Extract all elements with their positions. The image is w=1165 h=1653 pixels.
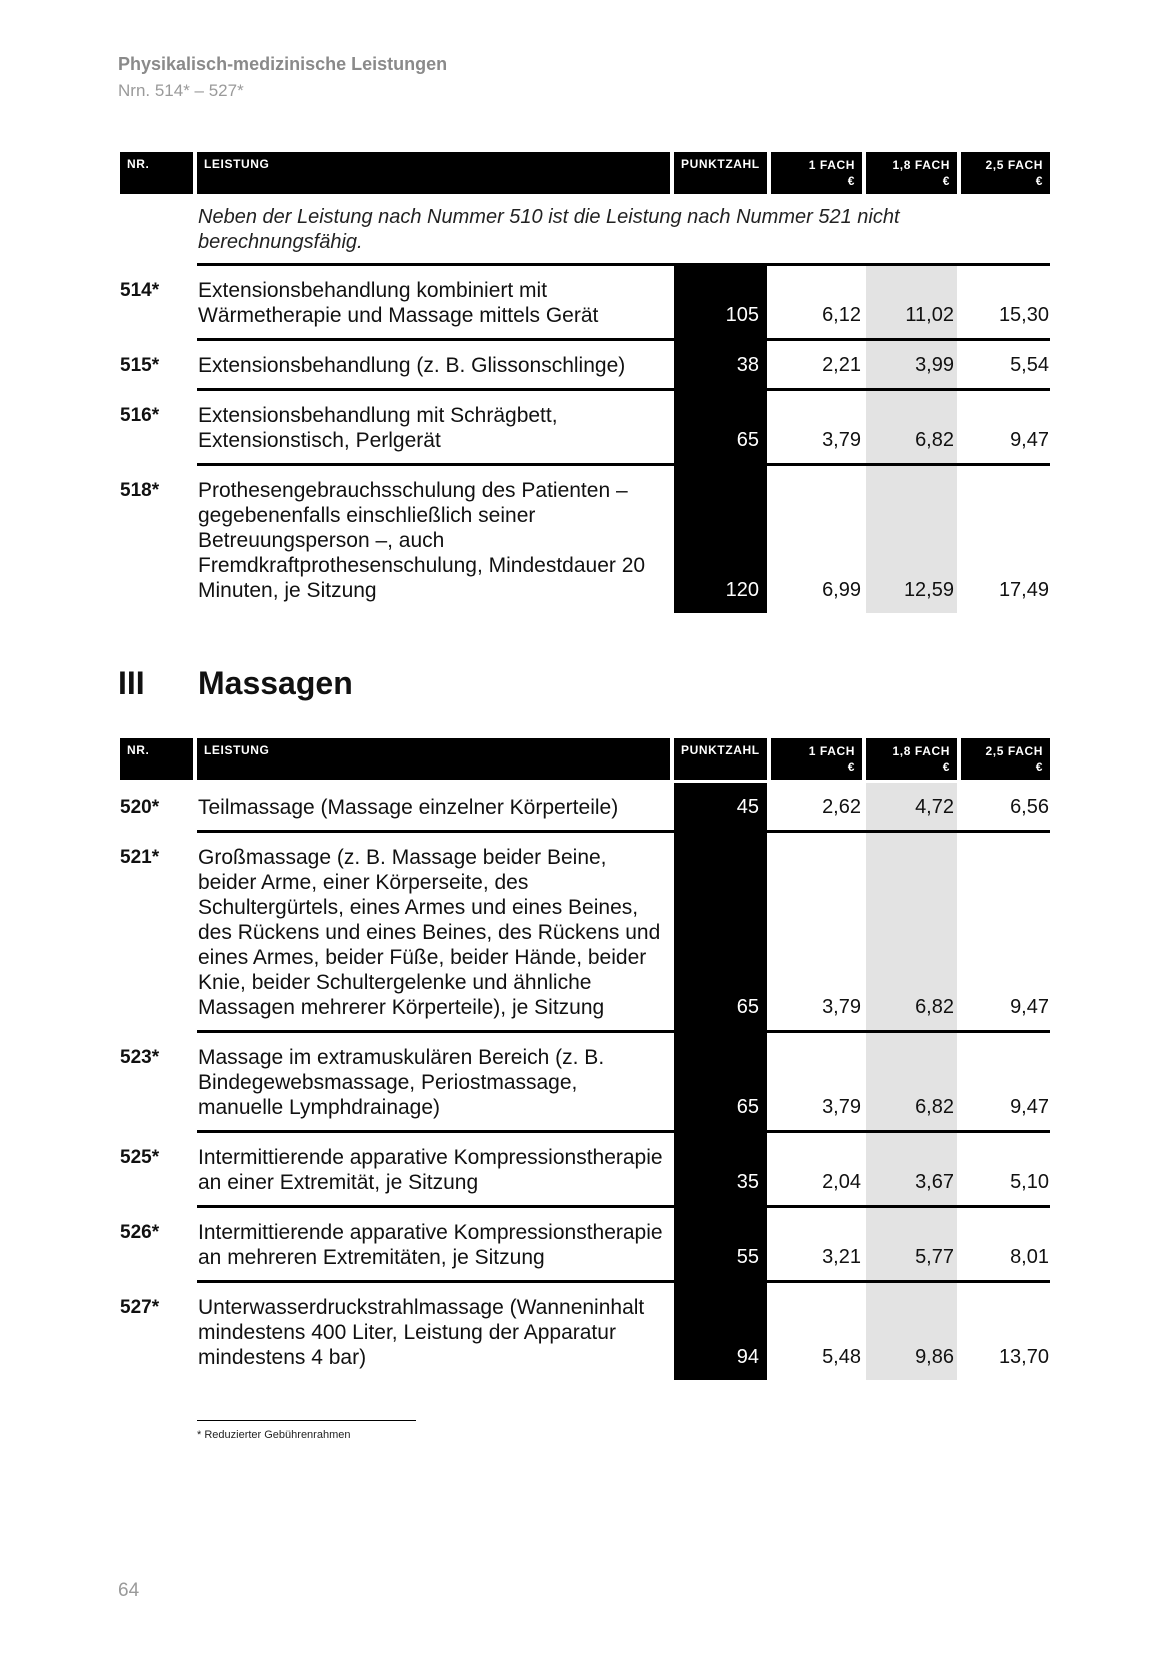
row-number: 516* [120, 405, 160, 426]
col-header-25fach: 2,5 FACH € [961, 738, 1050, 780]
fee-table-2 [120, 738, 1050, 1380]
page-number: 64 [118, 1580, 140, 1601]
row-punktzahl: 38 [674, 341, 767, 388]
row-25fach: 17,49 [998, 579, 1049, 601]
table-row [120, 341, 1050, 388]
row-number: 526* [120, 1222, 160, 1243]
table-row [120, 1133, 1050, 1205]
running-header-subtitle: Nrn. 514* – 527* [118, 81, 244, 100]
row-divider [197, 388, 1050, 391]
fee-table-1 [120, 152, 1050, 613]
row-1fach: 6,12 [822, 304, 861, 326]
row-punktzahl: 45 [674, 783, 767, 830]
row-1fach: 6,99 [822, 579, 861, 601]
row-punktzahl: 65 [674, 1033, 767, 1130]
row-number: 521* [120, 847, 160, 868]
row-18fach: 6,82 [866, 391, 957, 463]
col-header-18fach: 1,8 FACH € [866, 738, 957, 780]
col-header-18fach: 1,8 FACH € [866, 152, 957, 194]
col-header-leistung: LEISTUNG [197, 152, 670, 194]
row-1fach: 3,21 [822, 1246, 861, 1268]
row-punktzahl: 105 [674, 266, 767, 338]
row-divider [197, 1130, 1050, 1133]
row-18fach: 4,72 [866, 783, 957, 830]
row-number: 518* [120, 480, 160, 501]
row-divider [197, 1205, 1050, 1208]
table-row [120, 466, 1050, 613]
row-25fach: 6,56 [1010, 796, 1049, 818]
row-divider [197, 463, 1050, 466]
col-header-nr: NR. [120, 152, 193, 194]
row-description: Extensionsbehandlung mit Schrägbett, Extensionstisch, Perlgerät [198, 404, 558, 452]
row-number: 523* [120, 1047, 160, 1068]
row-punktzahl: 35 [674, 1133, 767, 1205]
col-header-punktzahl: PUNKTZAHL [674, 738, 767, 780]
section-title: Massagen [198, 665, 353, 701]
row-description: Prothesengebrauchsschulung des Patienten – gegebenenfalls einschließlich seiner Betreuungsperson –, auch Fremdkraftprothesenschulung, Mindestdauer 20 Minuten, je Sitzung [198, 479, 646, 602]
row-25fach: 9,47 [1010, 1096, 1049, 1118]
row-number: 514* [120, 280, 160, 301]
col-header-1fach: 1 FACH € [771, 738, 862, 780]
row-description: Unterwasserdruckstrahlmassage (Wanneninhalt mindestens 400 Liter, Leistung der Apparatur mindestens 4 bar) [198, 1296, 645, 1369]
row-25fach: 15,30 [998, 304, 1049, 326]
row-1fach: 3,79 [822, 429, 861, 451]
table-header [120, 152, 1050, 194]
row-18fach: 12,59 [866, 466, 957, 613]
row-18fach: 5,77 [866, 1208, 957, 1280]
table-row [120, 391, 1050, 463]
row-number: 525* [120, 1147, 160, 1168]
row-number: 515* [120, 355, 160, 376]
row-1fach: 2,04 [822, 1171, 861, 1193]
row-punktzahl: 120 [674, 466, 767, 613]
table-row [120, 266, 1050, 338]
running-header-title: Physikalisch-medizinische Leistungen [118, 54, 448, 74]
table-row [120, 1208, 1050, 1280]
col-header-punktzahl: PUNKTZAHL [674, 152, 767, 194]
row-description: Massage im extramuskulären Bereich (z. B. Bindegewebsmassage, Periostmassage, manuelle Lymphdrainage) [198, 1046, 605, 1119]
row-divider [197, 338, 1050, 341]
table-row [120, 783, 1050, 830]
row-18fach: 6,82 [866, 1033, 957, 1130]
row-divider [197, 1280, 1050, 1283]
section-number: III [118, 665, 145, 701]
table-row [120, 1033, 1050, 1130]
row-punktzahl: 65 [674, 833, 767, 1030]
row-divider [197, 1030, 1050, 1033]
row-25fach: 9,47 [1010, 429, 1049, 451]
row-18fach: 3,67 [866, 1133, 957, 1205]
row-25fach: 9,47 [1010, 996, 1049, 1018]
row-25fach: 8,01 [1010, 1246, 1049, 1268]
row-1fach: 3,79 [822, 1096, 861, 1118]
row-18fach: 11,02 [866, 266, 957, 338]
row-number: 527* [120, 1297, 160, 1318]
row-18fach: 9,86 [866, 1283, 957, 1380]
row-punktzahl: 94 [674, 1283, 767, 1380]
row-description: Extensionsbehandlung (z. B. Glissonschlinge) [198, 354, 626, 377]
row-description: Extensionsbehandlung kombiniert mit Wärmetherapie und Massage mittels Gerät [198, 279, 599, 327]
row-description: Teilmassage (Massage einzelner Körperteile) [198, 796, 619, 819]
col-header-nr: NR. [120, 738, 193, 780]
row-description: Intermittierende apparative Kompressionstherapie an mehreren Extremitäten, je Sitzung [198, 1221, 663, 1269]
row-punktzahl: 55 [674, 1208, 767, 1280]
table-note: Neben der Leistung nach Nummer 510 ist die Leistung nach Nummer 521 nicht berechnungsfähig. [198, 206, 900, 253]
row-divider [197, 830, 1050, 833]
row-description: Großmassage (z. B. Massage beider Beine, beider Arme, einer Körperseite, des Schultergürtels, eines Armes und eines Beines, des Rückens und eines Beines, des Rückens und eines Armes, beider Füße, beider Hände, beider Knie, beider Schultergelenke und ähnliche Massagen mehrerer Körperteile), je Sitzung [198, 846, 661, 1019]
footnote: * Reduzierter Gebührenrahmen [197, 1429, 351, 1441]
row-1fach: 5,48 [822, 1346, 861, 1368]
table-header [120, 738, 1050, 780]
row-18fach: 3,99 [866, 341, 957, 388]
row-25fach: 5,54 [1010, 354, 1049, 376]
table-row [120, 833, 1050, 1030]
col-header-leistung: LEISTUNG [197, 738, 670, 780]
table-row [120, 1283, 1050, 1380]
row-punktzahl: 65 [674, 391, 767, 463]
row-18fach: 6,82 [866, 833, 957, 1030]
row-1fach: 3,79 [822, 996, 861, 1018]
row-1fach: 2,21 [822, 354, 861, 376]
row-description: Intermittierende apparative Kompressionstherapie an einer Extremität, je Sitzung [198, 1146, 663, 1194]
row-25fach: 5,10 [1010, 1171, 1049, 1193]
row-1fach: 2,62 [822, 796, 861, 818]
row-number: 520* [120, 797, 160, 818]
col-header-1fach: 1 FACH € [771, 152, 862, 194]
row-25fach: 13,70 [998, 1346, 1049, 1368]
col-header-25fach: 2,5 FACH € [961, 152, 1050, 194]
footnote-divider [197, 1420, 416, 1421]
